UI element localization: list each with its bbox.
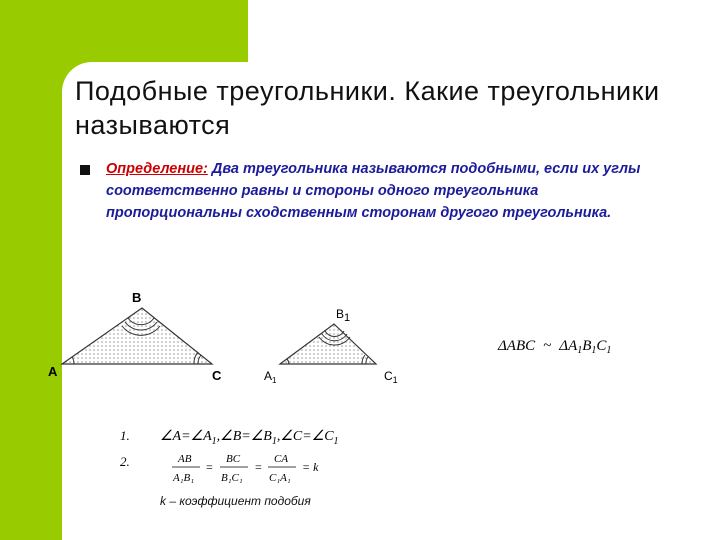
label-b: B xyxy=(132,290,142,305)
ratio-ca xyxy=(268,453,296,484)
coefficient-note: k – коэффициент подобия xyxy=(160,494,311,508)
ratio-bc-num: BC xyxy=(226,453,241,465)
ratio-ca-num: CA xyxy=(274,453,289,465)
condition-2-number: 2. xyxy=(120,454,130,469)
equals-1: = xyxy=(206,460,213,474)
ratio-ab-den: A₁B₁ xyxy=(173,472,195,484)
similarity-statement: ΔABC ~ $\Delta A_1B_1C_1$ xyxy=(498,338,612,356)
label-b1: B1 xyxy=(336,307,351,324)
condition-1-number: 1. xyxy=(120,428,130,443)
slide-title: Подобные треугольники. Какие треугольники называются xyxy=(75,76,660,140)
definition-term: Определение: xyxy=(106,161,208,177)
condition-1-angles: $\angle A=\angle A_1,\angle B=\angle B_1,\angle C=\angle C_1$ xyxy=(160,429,339,447)
ratio-ca-den: C₁A₁ xyxy=(269,472,291,484)
ratio-ab-num: AB xyxy=(178,453,192,465)
ratio-ab xyxy=(172,453,200,484)
triangle-abc xyxy=(62,308,212,364)
ratio-k: = k xyxy=(302,460,319,474)
ratio-bc-den: B₁C₁ xyxy=(221,472,243,484)
label-c: C xyxy=(212,368,222,383)
equals-2: = xyxy=(255,460,262,474)
label-c1: $C_1$ xyxy=(384,369,398,385)
label-a: A xyxy=(48,364,58,379)
ratio-bc xyxy=(220,453,248,484)
definition-text: Два треугольника называются подобными, если их углы соответственно равны и стороны одного треугольника пропорциональны сходственным сторонам другого треугольника. xyxy=(106,161,641,221)
label-a1: $A_1$ xyxy=(264,369,277,385)
